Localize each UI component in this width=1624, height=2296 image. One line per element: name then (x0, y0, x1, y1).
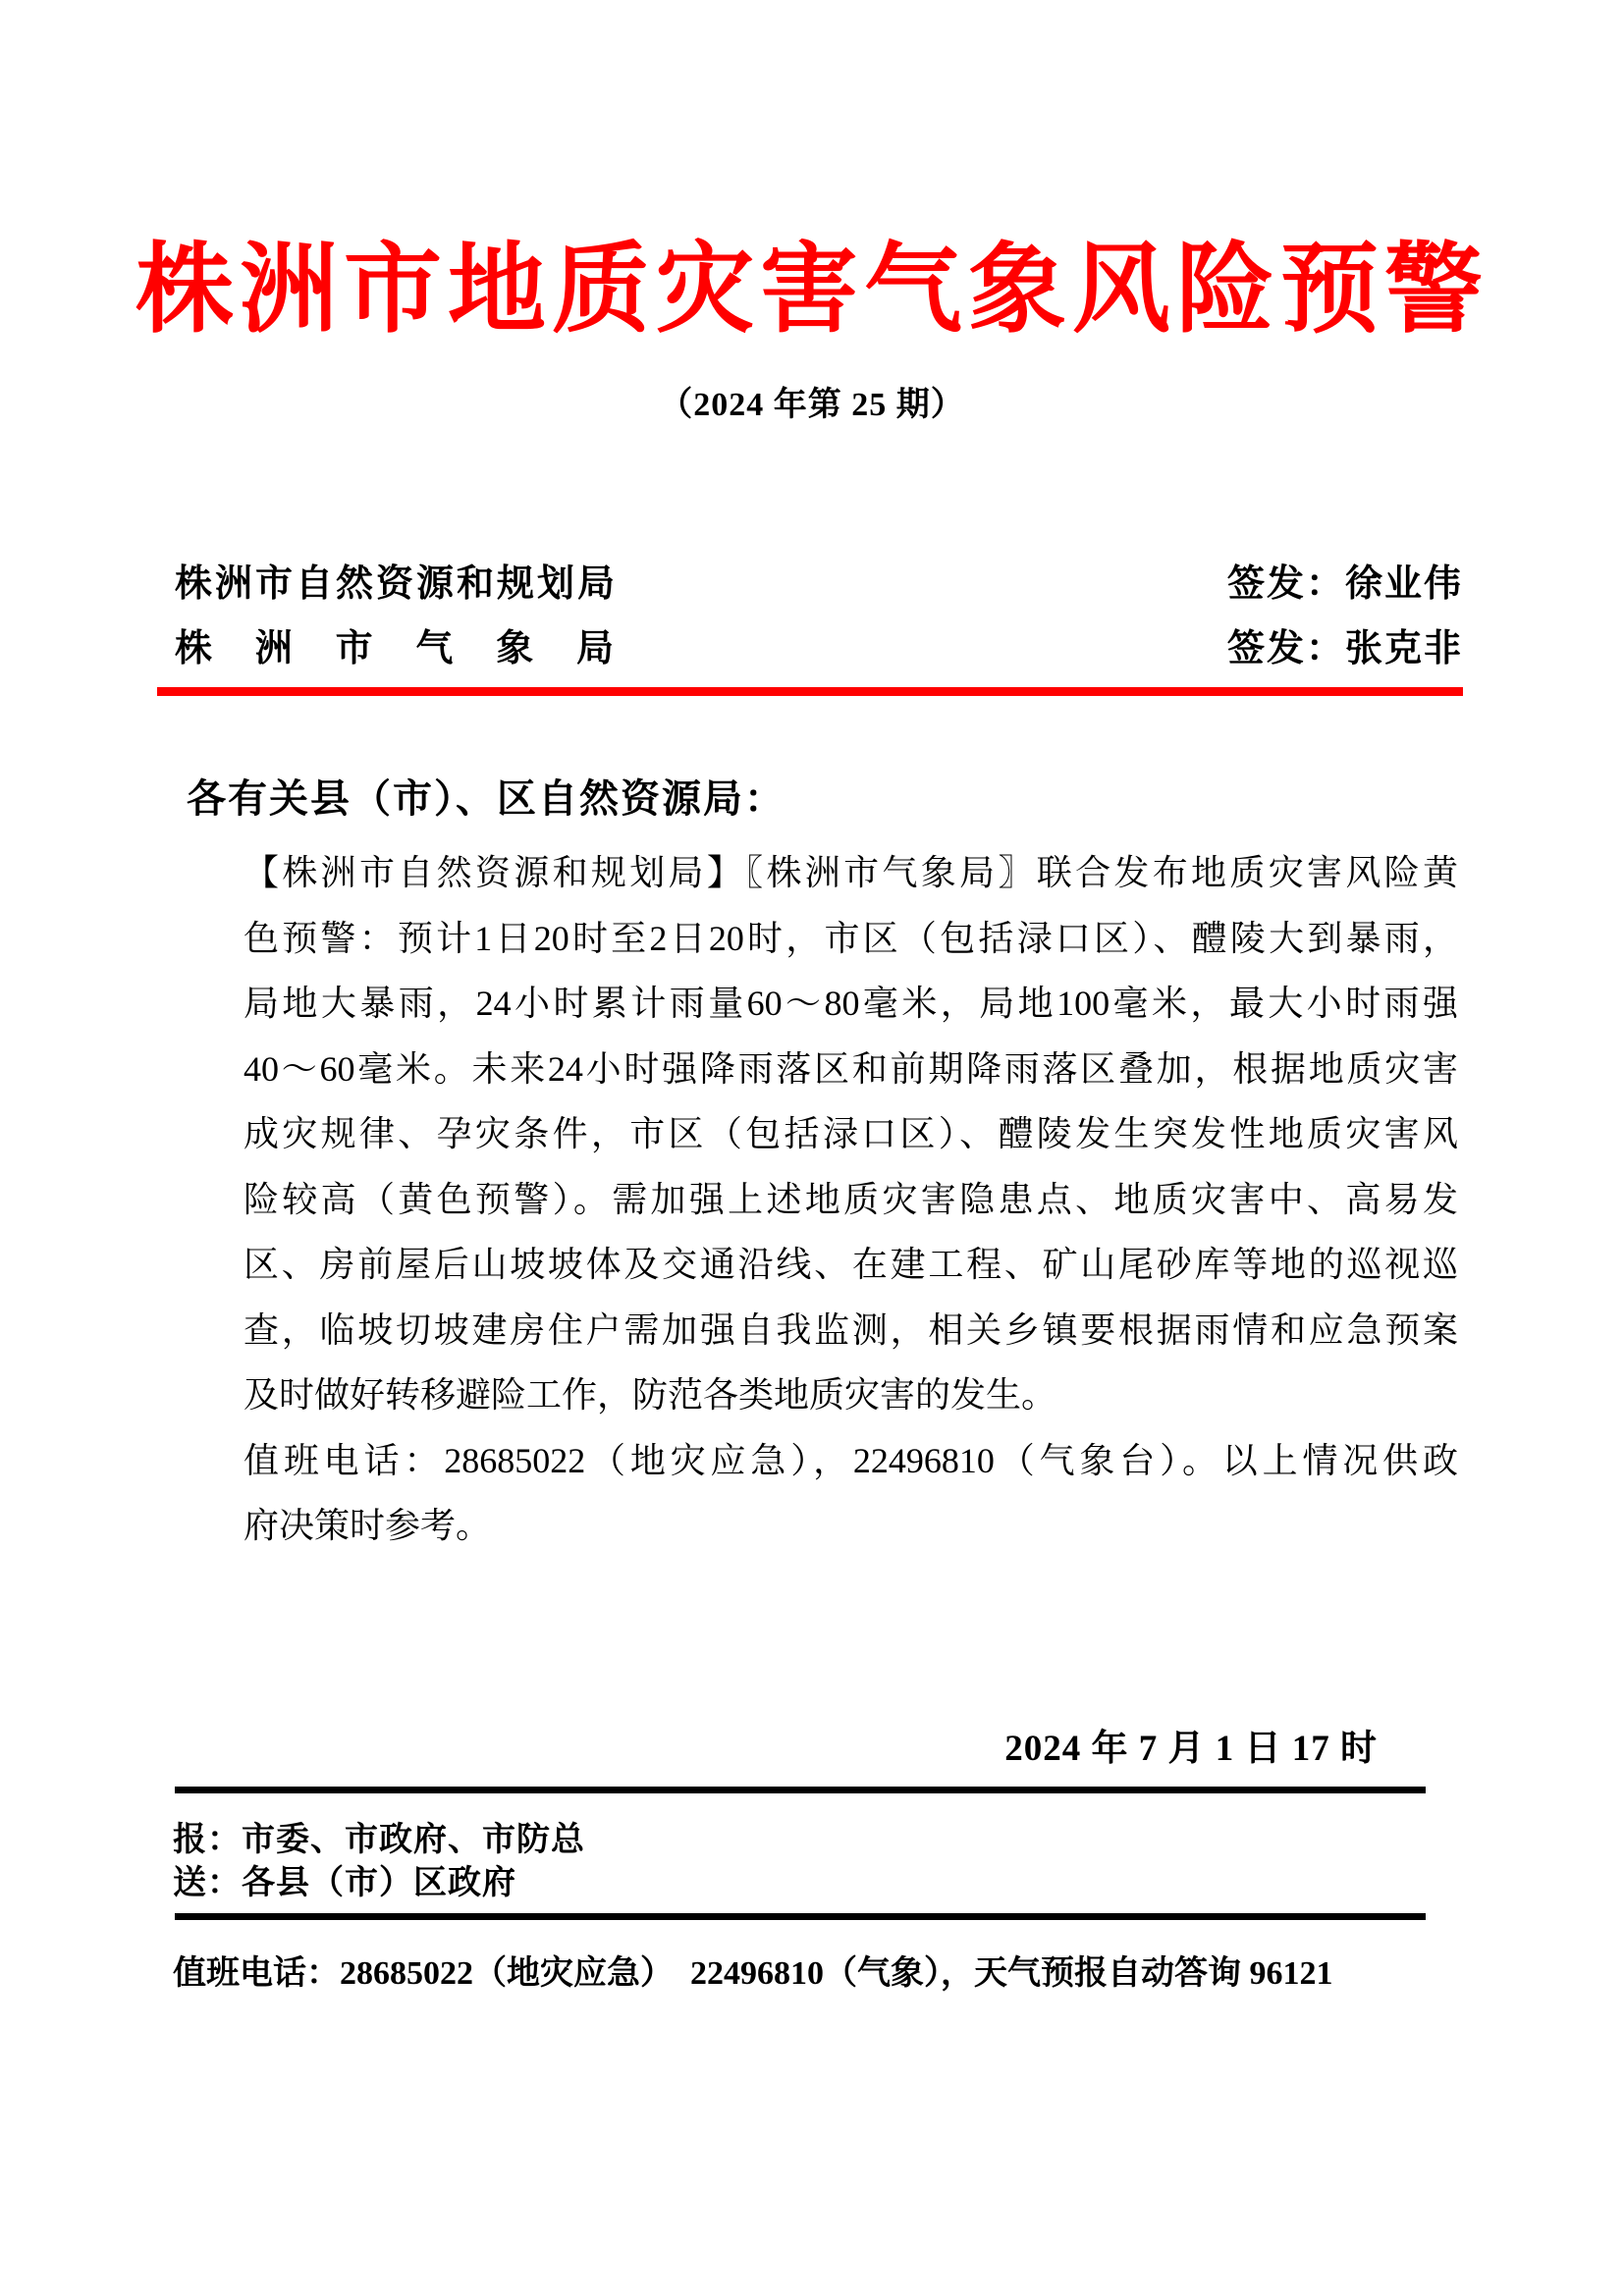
body-line: 府决策时参考。 (244, 1506, 492, 1545)
body-line: 区、房前屋后山坡坡体及交通沿线、在建工程、矿山尾砂库等地的巡视巡 (244, 1245, 1458, 1284)
salutation: 各有关县（市）、区自然资源局： (187, 776, 785, 821)
body-line: 成灾规律、孕灾条件，市区（包括渌口区）、醴陵发生突发性地质灾害风 (244, 1114, 1458, 1153)
body-line: 险较高（黄色预警）。需加强上述地质灾害隐患点、地质灾害中、高易发 (244, 1179, 1458, 1219)
black-rule-top (175, 1787, 1426, 1793)
body-text (244, 840, 1458, 1559)
header-block (175, 547, 1463, 676)
issue-number: （2024 年第 25 期） (659, 387, 965, 423)
report-line: 报：市委、市政府、市防总 (173, 1822, 585, 1858)
header-row-2 (175, 612, 1463, 676)
black-rule-bottom (175, 1913, 1426, 1920)
body-line: 局地大暴雨，24小时累计雨量60～80毫米，局地100毫米，最大小时雨强 (244, 984, 1458, 1023)
issuer-signature-1: 签发：徐业伟 (1226, 562, 1463, 605)
issuer-signature-2: 签发：张克非 (1226, 627, 1463, 669)
body-line: 色预警：预计1日20时至2日20时，市区（包括渌口区）、醴陵大到暴雨， (244, 918, 1458, 958)
body-line: 值班电话：28685022（地灾应急），22496810（气象台）。以上情况供政 (244, 1440, 1458, 1480)
agency-name-1: 株洲市自然资源和规划局 (175, 562, 619, 605)
duty-phone-line: 值班电话：28685022（地灾应急） 22496810（气象），天气预报自动答询 96121 (173, 1955, 1333, 1992)
header-row-1 (175, 547, 1463, 612)
body-line: 及时做好转移避险工作，防范各类地质灾害的发生。 (244, 1375, 1057, 1415)
body-line: 【株洲市自然资源和规划局】〖株洲市气象局〗联合发布地质灾害风险黄 (244, 853, 1458, 892)
page-title: 株洲市地质灾害气象风险预警 (135, 236, 1489, 345)
date-line: 2024 年 7 月 1 日 17 时 (1004, 1729, 1378, 1769)
agency-name-2: 株洲市气象局 (175, 627, 614, 669)
body-line: 40～60毫米。未来24小时强降雨落区和前期降雨落区叠加，根据地质灾害 (244, 1048, 1458, 1089)
red-separator-line (157, 687, 1463, 696)
send-line: 送：各县（市）区政府 (173, 1865, 516, 1901)
body-line: 查，临坡切坡建房住户需加强自我监测，相关乡镇要根据雨情和应急预案 (244, 1309, 1458, 1350)
